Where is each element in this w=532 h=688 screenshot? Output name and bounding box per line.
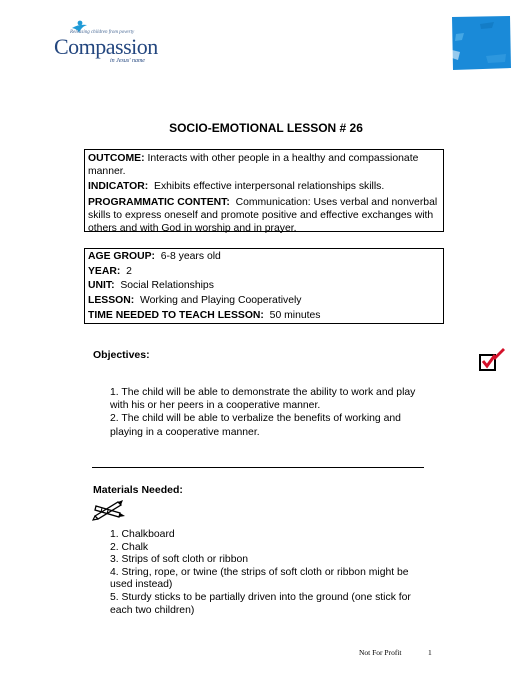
material-item: 5. Sturdy sticks to be partially driven into the ground (one stick for each two children) — [110, 591, 411, 616]
outcome-box — [84, 149, 444, 235]
logo-subtitle: in Jesus' name — [110, 58, 145, 64]
lesson-line — [88, 294, 440, 307]
material-item: 2. Chalk — [110, 541, 149, 553]
materials-heading: Materials Needed: — [93, 484, 183, 496]
lesson-label: LESSON: — [88, 295, 135, 307]
year-value: 2 — [126, 265, 132, 277]
content-label: PROGRAMMATIC CONTENT: — [88, 196, 230, 208]
material-item: 4. String, rope, or twine (the strips of soft cloth or ribbon might be used instead) — [110, 566, 409, 591]
year-label: YEAR: — [88, 265, 121, 277]
year-line — [88, 265, 440, 278]
materials-list — [110, 529, 420, 617]
objectives-heading: Objectives: — [93, 349, 150, 361]
outcome-line — [88, 152, 440, 178]
lesson-value: Working and Playing Cooperatively — [139, 295, 302, 307]
age-line — [88, 250, 440, 263]
time-value: 50 minutes — [269, 309, 321, 321]
objectives-list — [110, 386, 420, 439]
unit-line — [88, 279, 440, 292]
blue-paint-patch — [450, 16, 512, 70]
lesson-title: SOCIO-EMOTIONAL LESSON # 26 — [169, 121, 363, 135]
logo-tagline: Releasing children from poverty — [70, 30, 135, 35]
section-divider — [92, 467, 424, 468]
objective-item: 2. The child will be able to verbalize the benefits of working and playing in a cooperative manner. — [110, 413, 401, 438]
age-label: AGE GROUP: — [88, 251, 155, 262]
outcome-label: OUTCOME: — [88, 153, 145, 164]
time-line — [88, 309, 440, 322]
crayon-pencil-icon — [92, 498, 126, 522]
indicator-line — [88, 180, 440, 193]
outcome-text: Interacts with other people in a healthy and compassionate manner. — [88, 153, 419, 178]
indicator-text: Exhibits effective interpersonal relationships skills. — [154, 181, 385, 193]
checkbox-check-icon — [478, 346, 506, 372]
material-item: 3. Strips of soft cloth or ribbon — [110, 554, 249, 566]
material-item: 1. Chalkboard — [110, 529, 175, 540]
time-label: TIME NEEDED TO TEACH LESSON: — [88, 309, 264, 321]
unit-value: Social Relationships — [120, 280, 214, 292]
footer-text: Not For Profit — [359, 648, 402, 657]
age-value: 6-8 years old — [160, 251, 221, 262]
page-number: 1 — [428, 648, 432, 657]
indicator-label: INDICATOR: — [88, 181, 149, 193]
content-line — [88, 196, 440, 236]
objective-item: 1. The child will be able to demonstrate the ability to work and play with his or her peers in a cooperative manner. — [110, 387, 416, 412]
details-box — [84, 248, 444, 324]
unit-label: UNIT: — [88, 280, 115, 292]
logo-wordmark: Compassion — [54, 34, 158, 59]
content-text: Communication: Uses verbal and nonverbal skills to express oneself and promote positive and effective exchanges with others and with God in worship and in prayer. — [88, 196, 438, 235]
compassion-logo — [52, 20, 164, 66]
